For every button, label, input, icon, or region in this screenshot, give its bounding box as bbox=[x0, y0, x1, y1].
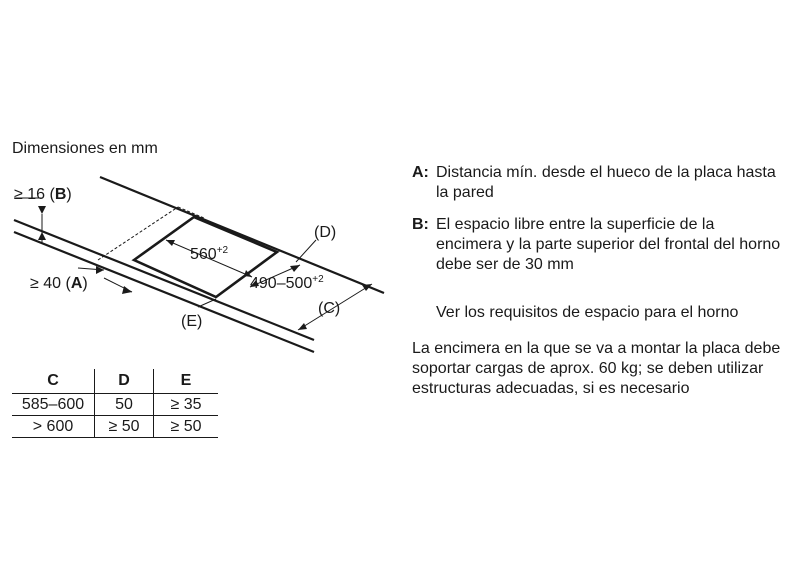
note-a bbox=[412, 163, 782, 203]
note-oven: Ver los requisitos de espacio para el horno bbox=[436, 304, 739, 321]
notes-panel bbox=[412, 163, 782, 399]
dimensions-table bbox=[12, 369, 218, 438]
d-label: (D) bbox=[314, 224, 337, 241]
c-label: (C) bbox=[318, 300, 341, 317]
cutout-width-label bbox=[190, 246, 228, 264]
cutout-width-value: 560 bbox=[190, 246, 217, 263]
e-leader bbox=[198, 299, 216, 307]
cutout-depth-label bbox=[250, 275, 324, 293]
b-arrow-top bbox=[38, 206, 46, 214]
header-d: D bbox=[95, 369, 154, 394]
header-e: E bbox=[154, 369, 219, 394]
b-value: ≥ 16 bbox=[14, 186, 46, 203]
cutout-width-tolerance: +2 bbox=[216, 245, 229, 256]
hidden-line-left bbox=[98, 207, 178, 260]
d-leader bbox=[296, 240, 316, 262]
note-load: La encimera en la que se va a montar la placa debe soportar cargas de aprox. 60 kg; se deben utilizar estructuras adecuadas, si es necesario bbox=[412, 340, 781, 397]
cell-c: > 600 bbox=[12, 416, 95, 438]
cell-d: 50 bbox=[95, 394, 154, 416]
note-a-key: A: bbox=[412, 164, 429, 181]
b-label: ≥ 16 (B) bbox=[14, 186, 72, 203]
table-row bbox=[12, 416, 218, 438]
cutout-depth-tolerance: +2 bbox=[312, 274, 324, 285]
a-value: ≥ 40 bbox=[30, 275, 62, 292]
diagram-title: Dimensiones en mm bbox=[12, 140, 158, 157]
note-b-text: El espacio libre entre la superficie de la encimera y la parte superior del frontal del horno debe ser de 30 mm bbox=[436, 216, 781, 273]
hidden-line-back bbox=[178, 207, 204, 218]
countertop-back-edge bbox=[100, 177, 384, 293]
table-row bbox=[12, 394, 218, 416]
a-label: ≥ 40 (A) bbox=[30, 275, 88, 292]
note-a-text: Distancia mín. desde el hueco de la placa hasta la pared bbox=[436, 164, 776, 201]
note-b-key: B: bbox=[412, 216, 429, 233]
table-header-row bbox=[12, 369, 218, 394]
e-label: (E) bbox=[181, 313, 203, 330]
cell-d: ≥ 50 bbox=[95, 416, 154, 438]
note-b bbox=[412, 215, 782, 275]
c-arrow-left bbox=[298, 323, 307, 330]
header-c: C bbox=[47, 372, 59, 389]
cutout-depth-value: 490–500 bbox=[250, 275, 313, 292]
cell-e: ≥ 50 bbox=[154, 416, 219, 438]
cell-c: 585–600 bbox=[12, 394, 95, 416]
cell-e: ≥ 35 bbox=[154, 394, 219, 416]
